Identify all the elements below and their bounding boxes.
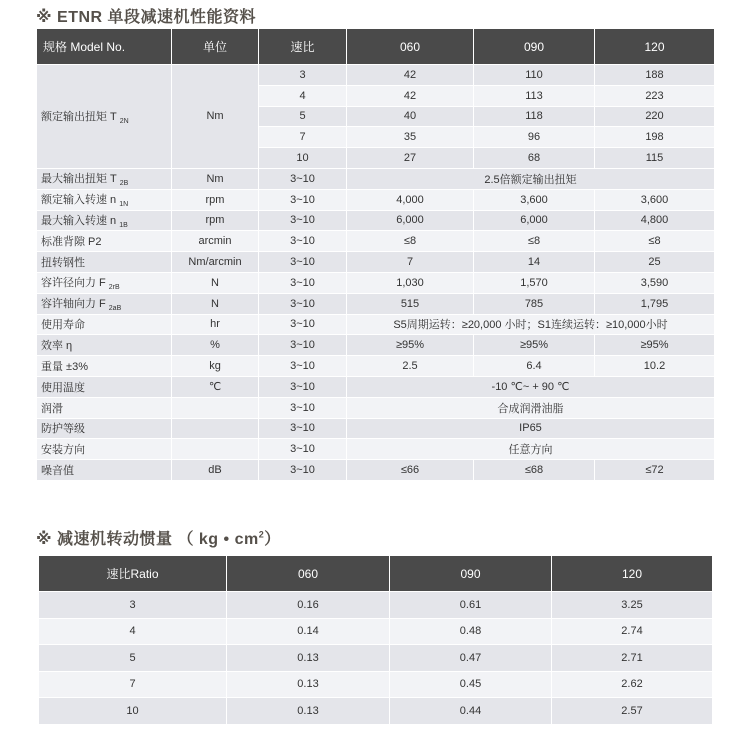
- table-row: [37, 335, 715, 356]
- table-row: [37, 210, 715, 231]
- value-120: 25: [595, 252, 715, 273]
- ratio-cell: 3~10: [259, 356, 347, 377]
- value-090: 14: [474, 252, 595, 273]
- spec-table-header: [37, 29, 715, 65]
- ratio-cell: 3~10: [259, 335, 347, 356]
- unit-cell: kg: [172, 356, 259, 377]
- value-090: 0.48: [390, 618, 552, 645]
- row-label-subscript: 2N: [119, 118, 129, 126]
- inertia-table-body: [39, 592, 713, 725]
- row-label-text: 额定输入转速 n: [41, 194, 117, 207]
- header-090: 090: [474, 29, 595, 65]
- ratio-cell: 7: [259, 127, 347, 148]
- ratio-cell: 3~10: [259, 460, 347, 481]
- ratio-cell: 3~10: [259, 376, 347, 397]
- ratio-cell: 7: [39, 671, 227, 698]
- ratio-cell: 4: [259, 85, 347, 106]
- value-060: 27: [347, 148, 474, 169]
- table-row: [37, 252, 715, 273]
- inertia-section-title: [36, 526, 281, 549]
- value-120: 3,590: [595, 272, 715, 293]
- value-120: 220: [595, 106, 715, 127]
- row-label: [37, 418, 172, 439]
- ratio-cell: 10: [39, 698, 227, 725]
- row-label: [37, 168, 172, 189]
- row-label: [37, 189, 172, 210]
- value-120: 115: [595, 148, 715, 169]
- table-row: [37, 418, 715, 439]
- unit-cell: N: [172, 272, 259, 293]
- ratio-cell: 3~10: [259, 231, 347, 252]
- value-120: 188: [595, 65, 715, 86]
- unit-cell: [172, 439, 259, 460]
- header-090: 090: [390, 556, 552, 592]
- header-120: 120: [552, 556, 713, 592]
- merged-value-cell: IP65: [347, 418, 715, 439]
- merged-value-cell: 合成润滑油脂: [347, 397, 715, 418]
- row-label: [37, 231, 172, 252]
- row-label-subscript: 1B: [119, 222, 128, 230]
- header-060: 060: [227, 556, 390, 592]
- row-label-text: 容许轴向力 F: [41, 298, 106, 311]
- value-120: 198: [595, 127, 715, 148]
- value-120: 3,600: [595, 189, 715, 210]
- value-090: ≥95%: [474, 335, 595, 356]
- row-label-text: 标准背隙 P2: [41, 236, 102, 249]
- row-label: [37, 335, 172, 356]
- row-label-text: 扭转钢性: [41, 257, 85, 270]
- value-090: 0.47: [390, 645, 552, 672]
- table-row: [37, 356, 715, 377]
- table-row: [37, 231, 715, 252]
- ratio-cell: 3~10: [259, 418, 347, 439]
- value-060: ≥95%: [347, 335, 474, 356]
- unit-cell: rpm: [172, 210, 259, 231]
- row-label: [37, 397, 172, 418]
- value-120: 2.57: [552, 698, 713, 725]
- row-label-subscript: 2rB: [108, 284, 120, 292]
- ratio-cell: 3~10: [259, 439, 347, 460]
- value-060: 0.13: [227, 645, 390, 672]
- merged-value-cell: -10 ℃~ + 90 ℃: [347, 376, 715, 397]
- spec-table-body: [37, 65, 715, 481]
- unit-cell: ℃: [172, 376, 259, 397]
- value-090: 0.44: [390, 698, 552, 725]
- row-label-text: 最大输入转速 n: [41, 214, 117, 227]
- table-row: [37, 272, 715, 293]
- value-060: 0.13: [227, 698, 390, 725]
- row-label: [37, 460, 172, 481]
- spec-table: [36, 28, 715, 481]
- value-120: 4,800: [595, 210, 715, 231]
- value-120: 2.74: [552, 618, 713, 645]
- value-090: 68: [474, 148, 595, 169]
- unit-cell: %: [172, 335, 259, 356]
- table-row: [37, 397, 715, 418]
- inertia-title-close: ）: [264, 531, 281, 548]
- row-label: [37, 356, 172, 377]
- header-060: 060: [347, 29, 474, 65]
- value-060: 2.5: [347, 356, 474, 377]
- row-label-subscript: 1N: [119, 201, 129, 209]
- row-label-text: 安装方向: [41, 444, 85, 457]
- table-row: [37, 376, 715, 397]
- reference-mark: ※: [36, 531, 53, 548]
- value-090: 110: [474, 65, 595, 86]
- value-090: 0.45: [390, 671, 552, 698]
- value-090: 3,600: [474, 189, 595, 210]
- row-label-text: 容许径向力 F: [41, 277, 106, 290]
- value-060: 42: [347, 65, 474, 86]
- value-060: 1,030: [347, 272, 474, 293]
- unit-cell: N: [172, 293, 259, 314]
- row-label-subscript: 2B: [119, 180, 129, 188]
- reference-mark: ※: [36, 9, 53, 26]
- header-120: 120: [595, 29, 715, 65]
- value-060: 0.13: [227, 671, 390, 698]
- ratio-cell: 3~10: [259, 252, 347, 273]
- unit-cell: hr: [172, 314, 259, 335]
- row-label-subscript: 2aB: [108, 305, 122, 313]
- value-090: 96: [474, 127, 595, 148]
- value-120: 2.71: [552, 645, 713, 672]
- value-120: ≤72: [595, 460, 715, 481]
- ratio-cell: 3~10: [259, 168, 347, 189]
- row-label-text: 使用温度: [41, 381, 85, 394]
- inertia-table-header: [39, 556, 713, 592]
- table-row: [37, 189, 715, 210]
- value-060: 0.16: [227, 592, 390, 619]
- header-unit: 单位: [172, 29, 259, 65]
- row-label: [37, 272, 172, 293]
- merged-value-cell: S5周期运转：≥20,000 小时；S1连续运转：≥10,000小时: [347, 314, 715, 335]
- row-label: [37, 210, 172, 231]
- value-060: 4,000: [347, 189, 474, 210]
- row-label-text: 润滑: [41, 402, 63, 415]
- unit-cell: Nm: [172, 65, 259, 169]
- table-row: [37, 293, 715, 314]
- value-060: ≤66: [347, 460, 474, 481]
- value-120: ≥95%: [595, 335, 715, 356]
- value-090: 785: [474, 293, 595, 314]
- ratio-cell: 5: [39, 645, 227, 672]
- ratio-cell: 3~10: [259, 293, 347, 314]
- value-120: 1,795: [595, 293, 715, 314]
- ratio-cell: 3~10: [259, 272, 347, 293]
- row-label: [37, 293, 172, 314]
- row-label-text: 防护等级: [41, 423, 85, 436]
- value-060: 0.14: [227, 618, 390, 645]
- table-row: [37, 65, 715, 86]
- value-090: 118: [474, 106, 595, 127]
- header-ratio: 速比: [259, 29, 347, 65]
- row-label: [37, 314, 172, 335]
- value-060: 515: [347, 293, 474, 314]
- inertia-title-text: 减速机转动惯量 （ kg • cm: [57, 531, 259, 548]
- table-row: [37, 314, 715, 335]
- ratio-cell: 3~10: [259, 397, 347, 418]
- unit-cell: Nm: [172, 168, 259, 189]
- row-label-text: 最大输出扭矩 T: [41, 173, 117, 186]
- row-label-text: 使用寿命: [41, 319, 85, 332]
- value-060: ≤8: [347, 231, 474, 252]
- table-row: [37, 168, 715, 189]
- ratio-cell: 5: [259, 106, 347, 127]
- table-row: [39, 645, 713, 672]
- table-row: [39, 592, 713, 619]
- value-060: 6,000: [347, 210, 474, 231]
- row-label: [37, 252, 172, 273]
- value-090: 6,000: [474, 210, 595, 231]
- value-120: 223: [595, 85, 715, 106]
- value-120: 2.62: [552, 671, 713, 698]
- table-row: [39, 671, 713, 698]
- row-label: [37, 65, 172, 169]
- unit-cell: [172, 418, 259, 439]
- ratio-cell: 10: [259, 148, 347, 169]
- value-060: 40: [347, 106, 474, 127]
- unit-cell: rpm: [172, 189, 259, 210]
- value-120: 10.2: [595, 356, 715, 377]
- table-row: [39, 618, 713, 645]
- value-090: 1,570: [474, 272, 595, 293]
- unit-cell: dB: [172, 460, 259, 481]
- ratio-cell: 3~10: [259, 189, 347, 210]
- unit-cell: arcmin: [172, 231, 259, 252]
- header-ratio: 速比Ratio: [39, 556, 227, 592]
- ratio-cell: 3~10: [259, 314, 347, 335]
- spec-title-text: ETNR 单段减速机性能资料: [57, 9, 257, 26]
- table-row: [37, 460, 715, 481]
- value-060: 35: [347, 127, 474, 148]
- merged-value-cell: 2.5倍额定输出扭矩: [347, 168, 715, 189]
- unit-cell: Nm/arcmin: [172, 252, 259, 273]
- ratio-cell: 4: [39, 618, 227, 645]
- header-model-no: 规格 Model No.: [37, 29, 172, 65]
- row-label-text: 重量 ±3%: [41, 361, 88, 374]
- value-090: ≤68: [474, 460, 595, 481]
- value-090: 6.4: [474, 356, 595, 377]
- row-label: [37, 376, 172, 397]
- row-label-text: 额定输出扭矩 T: [41, 110, 117, 123]
- value-090: 0.61: [390, 592, 552, 619]
- row-label-text: 噪音值: [41, 465, 74, 478]
- merged-value-cell: 任意方向: [347, 439, 715, 460]
- inertia-table: [38, 555, 713, 725]
- row-label-text: 效率 η: [41, 340, 73, 353]
- value-120: 3.25: [552, 592, 713, 619]
- ratio-cell: 3~10: [259, 210, 347, 231]
- row-label: [37, 439, 172, 460]
- value-060: 7: [347, 252, 474, 273]
- unit-cell: [172, 397, 259, 418]
- unit-superscript: 2: [258, 529, 265, 540]
- value-090: 113: [474, 85, 595, 106]
- table-row: [39, 698, 713, 725]
- spec-section-title: [36, 4, 256, 27]
- ratio-cell: 3: [259, 65, 347, 86]
- value-120: ≤8: [595, 231, 715, 252]
- ratio-cell: 3: [39, 592, 227, 619]
- value-090: ≤8: [474, 231, 595, 252]
- table-row: [37, 439, 715, 460]
- value-060: 42: [347, 85, 474, 106]
